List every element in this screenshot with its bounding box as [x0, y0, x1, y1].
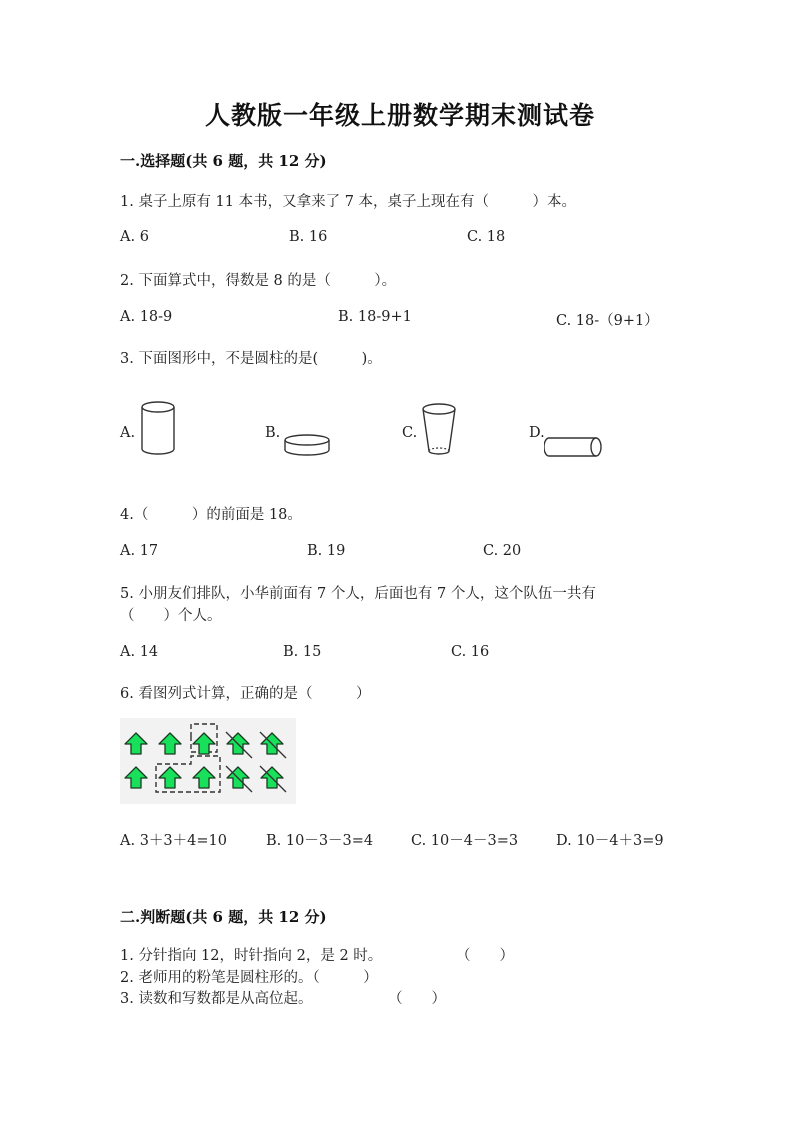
arrow-counting-figure	[120, 718, 296, 804]
crossed-arrow-icon	[260, 766, 286, 792]
arrow-icon	[159, 767, 181, 788]
arrow-icon	[125, 733, 147, 754]
crossed-arrow-icon	[226, 732, 252, 758]
q2-option-b: B. 18-9+1	[338, 309, 412, 325]
q2-option-c: C. 18-（9+1）	[556, 313, 659, 329]
q3-option-d: D.	[529, 425, 545, 441]
section-heading-choice: 一.选择题(共 6 题，共 12 分)	[120, 152, 327, 170]
judgement-item-3-blank: （ ）	[388, 991, 446, 1007]
question-5-line-2: （ ）个人。	[120, 608, 222, 624]
question-6: 6. 看图列式计算，正确的是（ ）	[120, 686, 371, 702]
flat-disc-cylinder-figure	[280, 432, 334, 460]
q3-option-c: C.	[402, 425, 418, 441]
arrow-icon	[193, 767, 215, 788]
question-5-line-1: 5. 小朋友们排队，小华前面有 7 个人，后面也有 7 个人，这个队伍一共有	[120, 586, 596, 602]
section-heading-judgement: 二.判断题(共 6 题，共 12 分)	[120, 908, 327, 926]
question-2: 2. 下面算式中，得数是 8 的是（ ）。	[120, 273, 397, 289]
standing-cylinder-figure	[136, 398, 180, 460]
q1-option-b: B. 16	[289, 229, 328, 245]
question-1: 1. 桌子上原有 11 本书，又拿来了 7 本，桌子上现在有（ ）本。	[120, 194, 577, 210]
judgement-item-3: 3. 读数和写数都是从高位起。	[120, 991, 313, 1007]
arrow-icon	[125, 767, 147, 788]
cup-frustum-figure	[418, 400, 460, 460]
q4-option-c: C. 20	[483, 543, 522, 559]
q4-option-b: B. 19	[307, 543, 346, 559]
q4-option-a: A. 17	[120, 543, 159, 559]
q3-option-a: A.	[120, 425, 136, 441]
q6-option-b: B. 10－3－3=4	[266, 833, 374, 849]
crossed-arrow-icon	[226, 766, 252, 792]
q6-option-c: C. 10－4－3=3	[411, 833, 519, 849]
question-3: 3. 下面图形中，不是圆柱的是( )。	[120, 351, 382, 367]
q1-option-a: A. 6	[120, 229, 149, 245]
q5-option-a: A. 14	[120, 644, 159, 660]
arrow-icon	[193, 733, 215, 754]
page-title: 人教版一年级上册数学期末测试卷	[204, 101, 595, 130]
q2-option-a: A. 18-9	[120, 309, 173, 325]
q6-option-d: D. 10－4＋3=9	[556, 833, 664, 849]
question-4: 4.（ ）的前面是 18。	[120, 507, 302, 523]
q5-option-c: C. 16	[451, 644, 490, 660]
crossed-arrow-icon	[260, 732, 286, 758]
q1-option-c: C. 18	[467, 229, 506, 245]
q3-option-b: B.	[265, 425, 281, 441]
judgement-item-1-blank: （ ）	[456, 948, 514, 964]
lying-cylinder-figure	[544, 434, 606, 462]
q6-option-a: A. 3＋3＋4=10	[120, 833, 227, 849]
arrow-icon	[159, 733, 181, 754]
judgement-item-2: 2. 老师用的粉笔是圆柱形的。（ ）	[120, 970, 378, 986]
judgement-item-1: 1. 分针指向 12，时针指向 2，是 2 时。	[120, 948, 383, 964]
q5-option-b: B. 15	[283, 644, 322, 660]
